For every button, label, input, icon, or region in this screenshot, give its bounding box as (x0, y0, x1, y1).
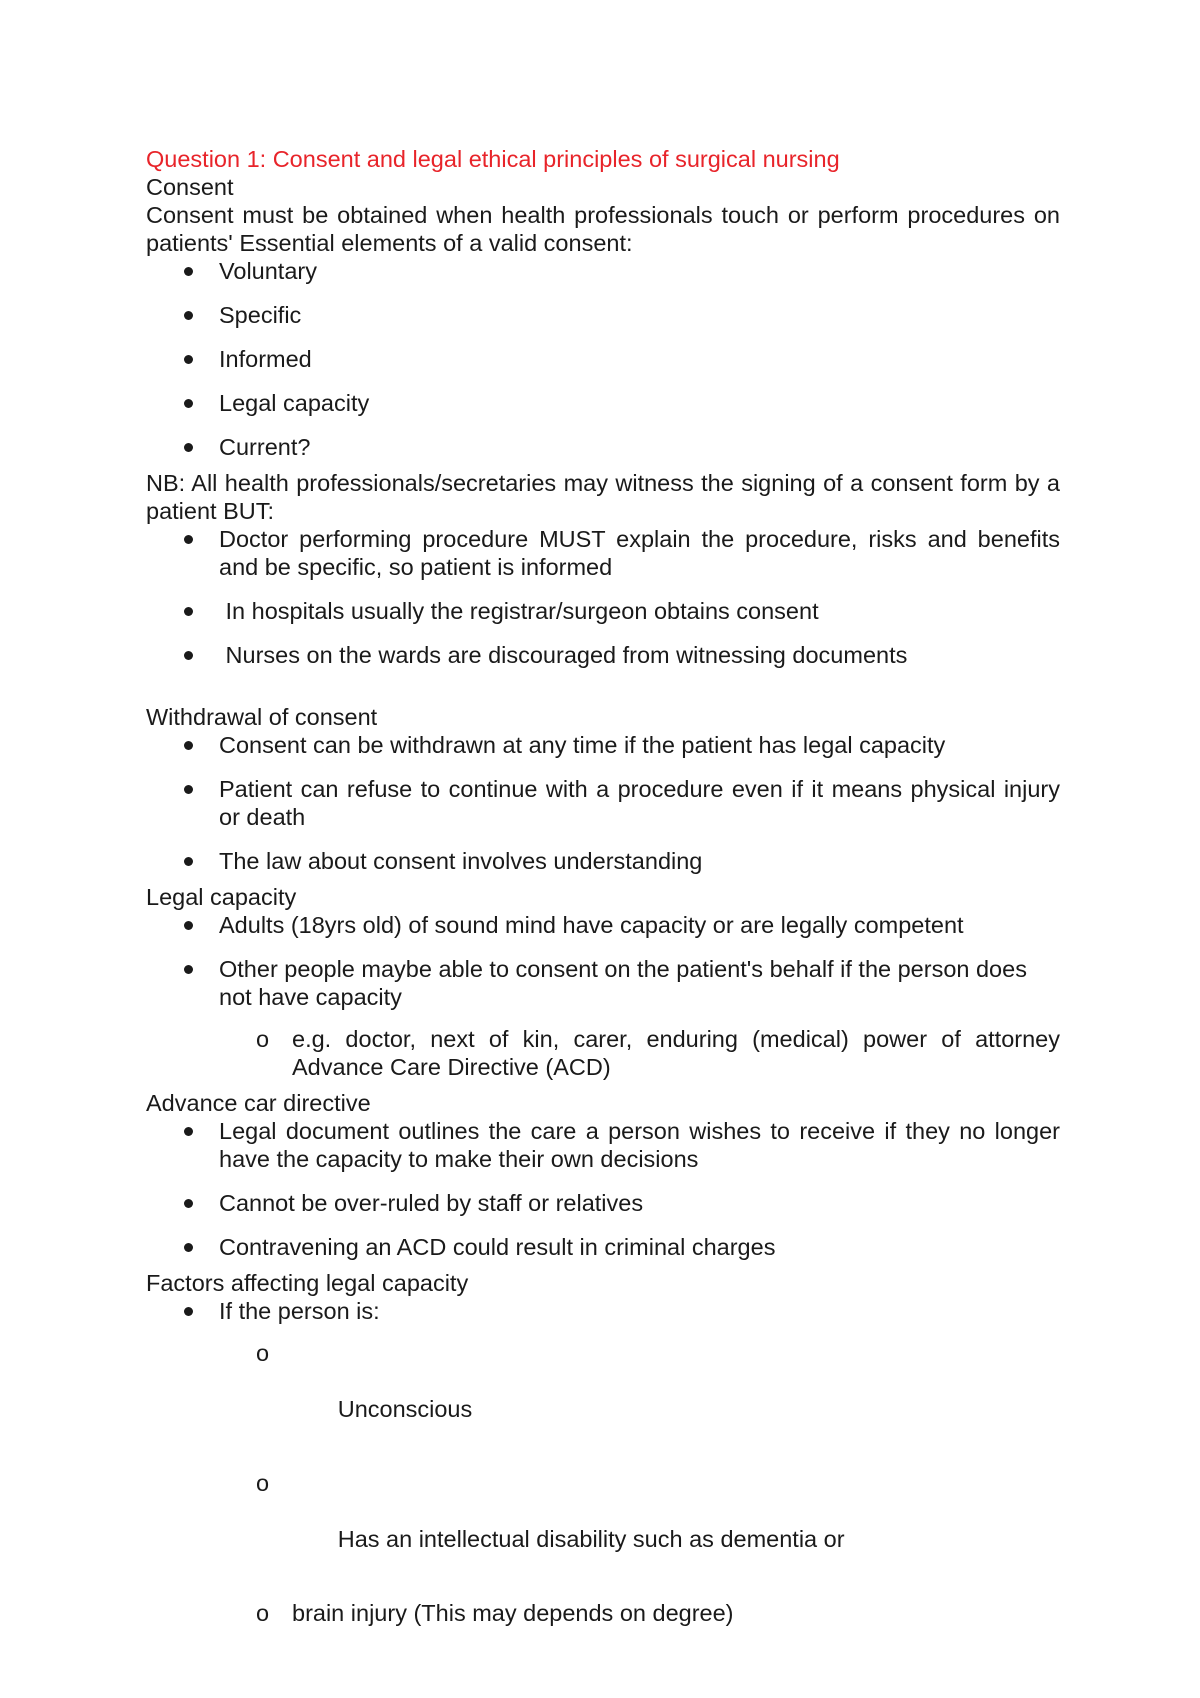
bullet-icon (184, 607, 193, 616)
nb-note: NB: All health professionals/secretaries may witness the signing of a consent form by a patient BUT: (146, 470, 1060, 524)
bullet-icon (184, 1199, 193, 1208)
section-heading-legal-capacity: Legal capacity (146, 884, 297, 910)
sub-bullet-icon: o (256, 1470, 270, 1496)
bullet-icon (184, 1127, 193, 1136)
list-item: If the person is: (146, 1297, 1060, 1325)
legal-capacity-sub-list (146, 1025, 1060, 1081)
bullet-icon (184, 267, 193, 276)
list-item: Contravening an ACD could result in criminal charges (146, 1233, 1060, 1261)
list-item: Nurses on the wards are discouraged from witnessing documents (146, 641, 1060, 669)
bullet-icon (184, 443, 193, 452)
list-item: The law about consent involves understanding (146, 847, 1060, 875)
sub-list-item: o Has an intellectual disability such as dementia or (256, 1470, 845, 1552)
sub-list-item: o brain injury (This may depends on degree) (256, 1600, 734, 1626)
list-item: In hospitals usually the registrar/surgeon obtains consent (146, 597, 1060, 625)
section-heading-withdrawal: Withdrawal of consent (146, 704, 378, 730)
list-item: Adults (18yrs old) of sound mind have capacity or are legally competent (146, 911, 1060, 939)
bullet-icon (184, 921, 193, 930)
list-item: Legal capacity (146, 389, 1060, 417)
bullet-icon (184, 1243, 193, 1252)
bullet-icon (184, 535, 193, 544)
bullet-icon (184, 741, 193, 750)
consent-elements-list (146, 257, 1060, 461)
consent-intro: Consent must be obtained when health professionals touch or perform procedures on patients' Essential elements of a valid consent: (146, 202, 1060, 256)
page-title: Question 1: Consent and legal ethical principles of surgical nursing (146, 146, 840, 172)
bullet-icon (184, 785, 193, 794)
bullet-icon (184, 651, 193, 660)
sub-list-item: o Unconscious (256, 1340, 473, 1422)
bullet-icon (184, 857, 193, 866)
list-item: Current? (146, 433, 1060, 461)
sub-bullet-icon: o (256, 1340, 270, 1366)
bullet-icon (184, 311, 193, 320)
list-item: Legal document outlines the care a person wishes to receive if they no longer have the capacity to make their own decisions (146, 1117, 1060, 1173)
legal-capacity-list (146, 911, 1060, 1011)
advance-directive-list (146, 1117, 1060, 1261)
factors-list (146, 1297, 1060, 1325)
section-heading-consent: Consent (146, 174, 234, 200)
nb-list (146, 525, 1060, 669)
list-item: Informed (146, 345, 1060, 373)
document-page (146, 145, 1060, 1645)
factors-sub-list (146, 1339, 1060, 1627)
sub-list-item: e.g. doctor, next of kin, carer, enduring (medical) power of attorney Advance Care Directive (ACD) (292, 1026, 1060, 1080)
section-heading-factors: Factors affecting legal capacity (146, 1270, 469, 1296)
list-item: Doctor performing procedure MUST explain the procedure, risks and benefits and be specific, so patient is informed (146, 525, 1060, 581)
bullet-icon (184, 355, 193, 364)
withdrawal-list (146, 731, 1060, 875)
sub-bullet-icon: o (256, 1600, 270, 1626)
list-item: Consent can be withdrawn at any time if the patient has legal capacity (146, 731, 1060, 759)
list-item: Other people maybe able to consent on the patient's behalf if the person does not have capacity (146, 955, 1060, 1011)
list-item: Voluntary (146, 257, 1060, 285)
bullet-icon (184, 965, 193, 974)
bullet-icon (184, 399, 193, 408)
sub-bullet-icon: o (256, 1026, 270, 1052)
bullet-icon (184, 1307, 193, 1316)
list-item: Specific (146, 301, 1060, 329)
list-item: Cannot be over-ruled by staff or relatives (146, 1189, 1060, 1217)
section-heading-advance-directive: Advance car directive (146, 1090, 371, 1116)
list-item: Patient can refuse to continue with a procedure even if it means physical injury or death (146, 775, 1060, 831)
